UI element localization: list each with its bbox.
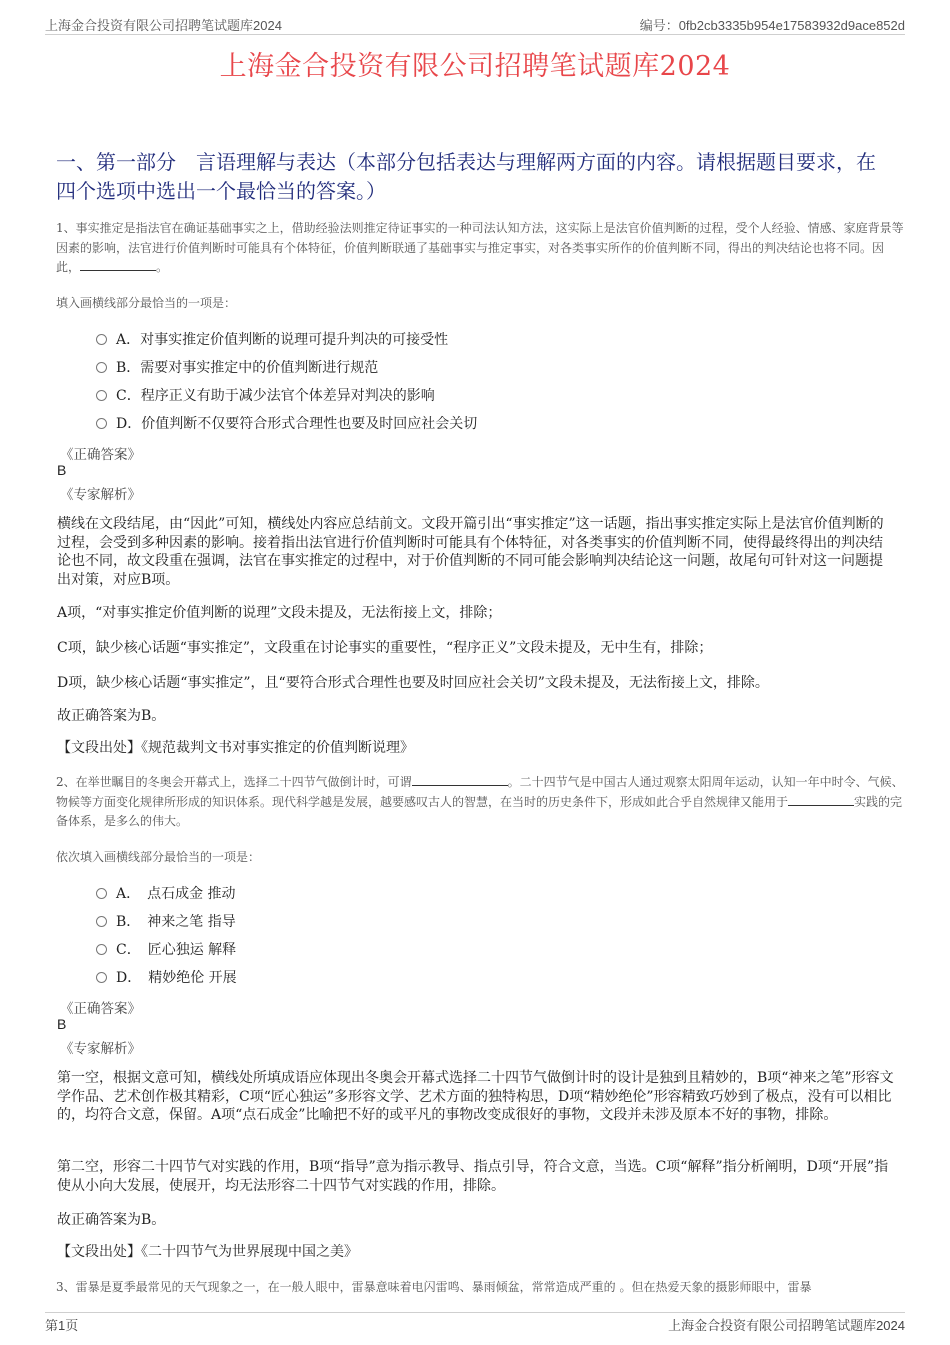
document-title: 上海金合投资有限公司招聘笔试题库2024 [219,51,731,82]
answer-blank [788,794,854,806]
analysis-paragraph: 横线在文段结尾，由“因此”可知，横线处内容应总结前文。文段开篇引出“事实推定”这一话题，指出事实推定实际上是法官价值判断的过程，会受到多种因素的影响。接着指出法官进行价值判断时可能具有个体特征，对各类事实的价值判断不同，使得最终得出的判决结论也不同，故文段重在强调，法官在事实推定的过程中，对于价值判断的不同可能会影响判决结论这一问题，故尾句可针对这一问题提出对策，对应B项。 [57,516,884,588]
radio-icon[interactable] [96,334,107,345]
expert-analysis-label: 《专家解析》 [60,487,141,503]
correct-answer: B [57,1016,67,1032]
question-2-stem [56,773,906,832]
correct-answer-label: 《正确答案》 [60,447,141,463]
question-2-option-a[interactable] [96,883,236,903]
question-2-stem-text: 。二十四节气是中国古人通过观察太阳周年运动，认知一年中时令、气候、物候等方面变化规律所形成的知识体系。现代科学越是发展，越要感叹古人的智慧，在当时的历史条件下，形成如此合乎自然规律又能用于 [56,775,904,809]
source-citation: 【文段出处】《二十四节气为世界展现中国之美》 [57,1244,358,1260]
question-2-stem-text: 实践的完备体系，是多么的伟大。 [56,794,903,828]
question-1-prompt: 填入画横线部分最恰当的一项是： [56,296,237,310]
option-label: A． 点石成金 推动 [116,886,236,902]
question-1-option-b[interactable] [96,357,378,377]
radio-icon[interactable] [96,972,107,983]
radio-icon[interactable] [96,362,107,373]
footer-doc-title: 上海金合投资有限公司招聘笔试题库2024 [668,1318,905,1333]
radio-icon[interactable] [96,418,107,429]
answer-blank [412,774,508,786]
correct-answer: B [57,462,67,478]
analysis-conclusion: 故正确答案为B。 [57,1212,166,1228]
option-label: D． 精妙绝伦 开展 [116,970,237,986]
analysis-paragraph: D项，缺少核心话题“事实推定”，且“要符合形式合理性也要及时回应社会关切”文段未提及，无法衔接上文，排除。 [57,675,769,691]
question-2-option-d[interactable] [96,967,237,987]
option-label: C． 匠心独运 解释 [116,942,237,958]
question-1-option-d[interactable] [96,413,477,433]
option-label: A．对事实推定价值判断的说理可提升判决的可接受性 [116,332,449,348]
correct-answer-label: 《正确答案》 [60,1001,141,1017]
question-3-stem: 3、雷暴是夏季最常见的天气现象之一，在一般人眼中，雷暴意味着电闪雷鸣、暴雨倾盆，常常造成严重的 。但在热爱天象的摄影师眼中，雷暴 [56,1280,812,1294]
page-header [45,12,905,35]
answer-blank [80,259,156,271]
header-doc-title: 上海金合投资有限公司招聘笔试题库2024 [45,18,282,33]
question-2-stem-text: 2、在举世瞩目的冬奥会开幕式上，选择二十四节气做倒计时，可谓 [56,775,412,789]
radio-icon[interactable] [96,390,107,401]
radio-icon[interactable] [96,916,107,927]
analysis-paragraph: 第一空，根据文意可知，横线处所填成语应体现出冬奥会开幕式选择二十四节气做倒计时的设计是独到且精妙的，B项“神来之笔”形容文学作品、艺术创作极其精彩，C项“匠心独运”多形容文学、艺术方面的独特构思，D项“精妙绝伦”形容精致巧妙到了极点，没有可以相比的，均符合文意，保留。A项“点石成金”比喻把不好的或平凡的事物改变成很好的事物，文段并未涉及原本不好的事物，排除。 [57,1070,894,1123]
page-number: 第1页 [45,1318,79,1333]
option-label: D．价值判断不仅要符合形式合理性也要及时回应社会关切 [116,416,478,432]
question-2-prompt: 依次填入画横线部分最恰当的一项是： [56,850,261,864]
radio-icon[interactable] [96,944,107,955]
option-label: B． 神来之笔 指导 [116,914,236,930]
question-2-option-c[interactable] [96,939,236,959]
header-doc-id: 编号：0fb2cb3335b954e17583932d9ace852d [639,18,905,33]
source-citation: 【文段出处】《规范裁判文书对事实推定的价值判断说理》 [57,740,414,756]
expert-analysis-label: 《专家解析》 [60,1041,141,1057]
question-1-option-a[interactable] [96,329,448,349]
analysis-paragraph: C项，缺少核心话题“事实推定”，文段重在讨论事实的重要性，“程序正义”文段未提及，无中生有，排除； [57,640,713,656]
question-1-option-c[interactable] [96,385,435,405]
radio-icon[interactable] [96,888,107,899]
option-label: C．程序正义有助于减少法官个体差异对判决的影响 [116,388,435,404]
question-1-stem [56,219,906,278]
page-footer [45,1312,905,1333]
question-1-stem-end: 。 [156,260,169,274]
question-1-stem-text: 1、事实推定是指法官在确证基础事实之上，借助经验法则推定待证事实的一种司法认知方法，这实际上是法官价值判断的过程，受个人经验、情感、家庭背景等因素的影响，法官进行价值判断时可能具有个体特征，价值判断联通了基础事实与推定事实，对各类事实所作的价值判断不同，得出的判决结论也将不同。因此， [56,221,904,274]
analysis-paragraph: 第二空，形容二十四节气对实践的作用，B项“指导”意为指示教导、指点引导，符合文意，当选。C项“解释”指分析阐明，D项“开展”指使从小向大发展，使展开，均无法形容二十四节气对实践的作用，排除。 [57,1159,889,1194]
analysis-conclusion: 故正确答案为B。 [57,708,166,724]
analysis-paragraph: A项，“对事实推定价值判断的说理”文段未提及，无法衔接上文，排除； [57,605,502,621]
option-label: B．需要对事实推定中的价值判断进行规范 [116,360,379,376]
question-2-option-b[interactable] [96,911,236,931]
section-heading: 一、第一部分 言语理解与表达（本部分包括表达与理解两方面的内容。请根据题目要求，在四个选项中选出一个最恰当的答案。） [56,150,876,203]
